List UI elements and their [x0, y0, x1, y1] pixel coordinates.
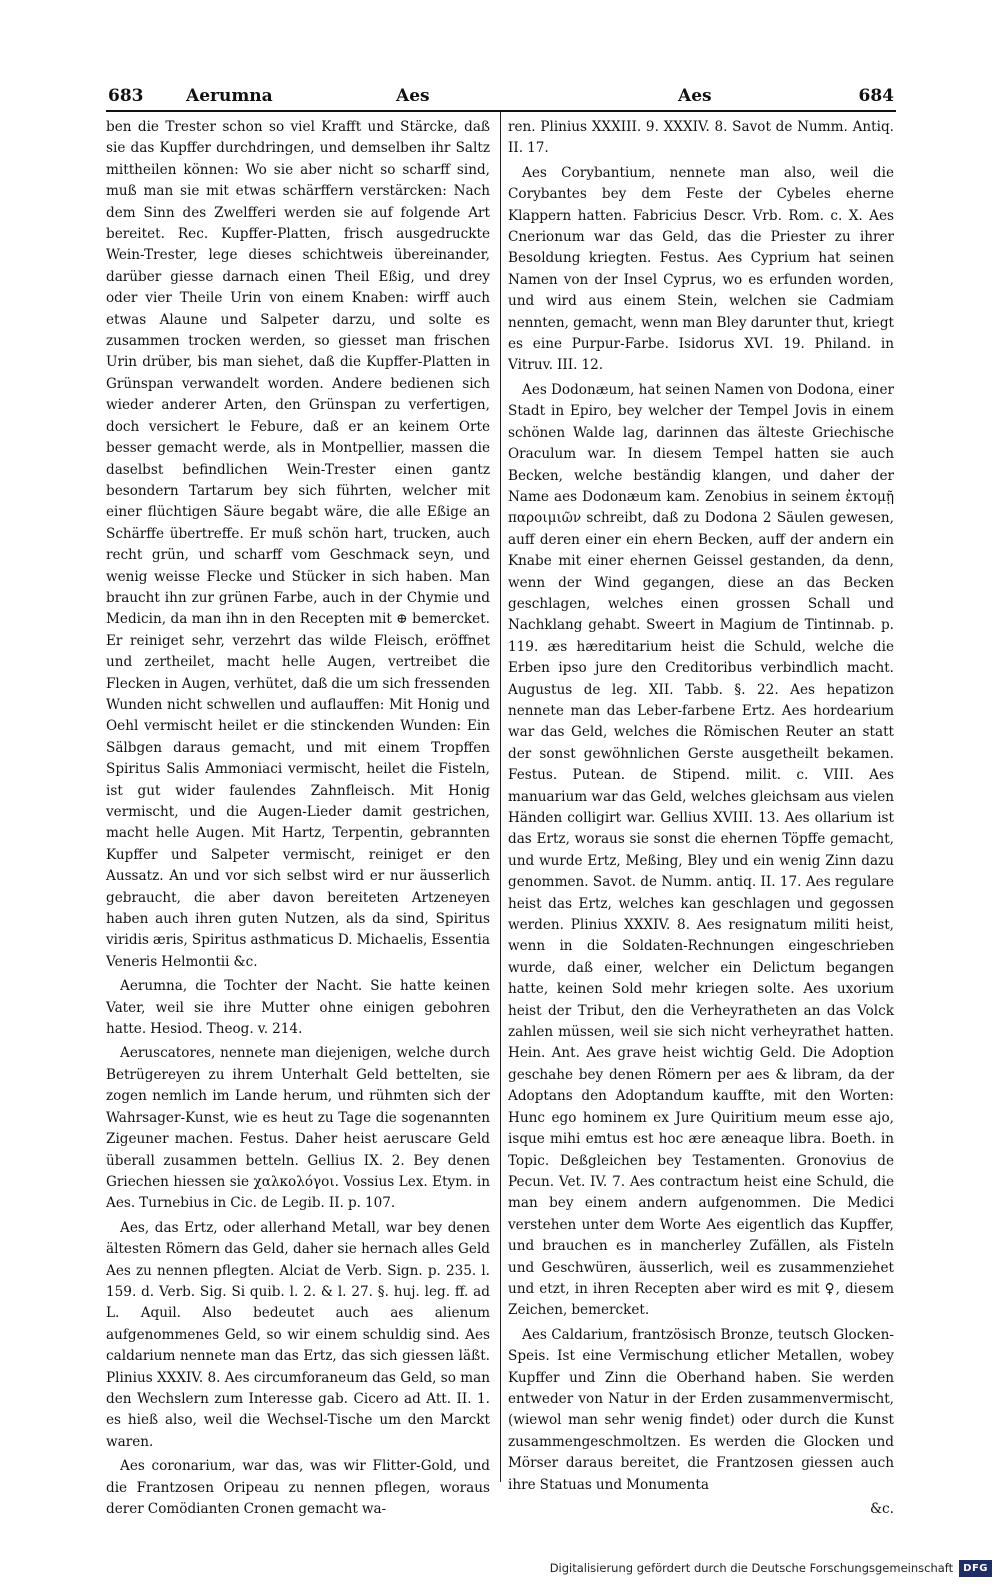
footer-text: Digitalisierung gefördert durch die Deutsche Forschungsgemeinschaft: [549, 1561, 954, 1575]
running-head-left: Aerumna: [186, 86, 273, 106]
entry-aes-corybantium: Aes Corybantium, nennete man also, weil die Corybantes bey dem Feste der Cybeles eherne Klappern hatten. Fabricius Descr. Vrb. Rom. c. X. Aes Cnerionum war das Geld, das die Priester zu ihrer Besoldung kriegten. Festus. Aes Cyprium hat seinen Namen von der Insel Cyprus, wo es erfunden worden, und wird aus einem Stein, welchen sie Cadmiam nennten, gemacht, wenn man Bley darunter thut, kriegt es eine Purpur-Farbe. Isidorus XVI. 19. Philand. in Vitruv. III. 12.: [508, 164, 894, 374]
paragraph-gruenspan-continued: ben die Trester schon so viel Krafft und Stärcke, daß sie das Kupffer durchdringen, und demselben ihr Saltz mittheilen können: Wo sie aber nicht so scharff sind, muß man sie mit etwas schärffern verstärcken: Nach dem Sinn des Zwelfferi werden sie auf folgende Art bereitet. Rec. Kupffer-Platten, frisch ausgedruckte Wein-Trester, lege dieses schichtweis übereinander, darüber giesse darnach einen Theil Eßig, und drey oder vier Theile Urin von einem Knaben: wirff auch etwas Alaune und Salpeter darzu, und solte es zusammen trocken werden, so giesset man frischen Urin drüber, bis man siehet, daß die Kupffer-Platten in Grünspan verwandelt worden. Andere bedienen sich wieder anderer Arten, den Grünspan zu verfertigen, doch versichert le Febure, daß er an keinem Orte besser gemacht werde, als in Montpellier, massen die daselbst befindlichen Wein-Trester einen gantz besondern Tartarum bey sich führten, welcher mit einer flüchtigen Säure begabt wäre, die alle Eßige an Schärffe übertreffe. Er muß schön hart, trucken, auch recht grün, und scharff vom Geschmack seyn, und wenig weisse Flecke und Stücker in sich haben. Man braucht ihn zur grünen Farbe, auch in der Chymie und Medicin, da man ihn in den Recepten mit ⊕ bemercket. Er reiniget sehr, verzehrt das wilde Fleisch, eröffnet und zertheilet, macht helle Augen, vertreibet die Flecken in Augen, verhütet, daß die um sich fressenden Wunden nicht schwellen und auflauffen: Mit Honig und Oehl vermischt heilet er die stinckenden Wunden: Ein Sälbgen daraus gemacht, und mit einem Tropffen Spiritus Salis Ammoniaci vermischt, heilet die Fisteln, ist gut wider faulendes Zahnfleisch. Mit Honig vermischt, und die Augen-Lieder damit gestrichen, macht helle Augen. Mit Hartz, Terpentin, gebrannten Kupffer und Salpeter vermischt, reiniget er den Aussatz. An und vor sich selbst wird er nur äusserlich gebraucht, die aber davon bereiteten Artzeneyen haben auch ihren guten Nutzen, als da sind, Spiritus viridis æris, Spiritus asthmaticus D. Michaelis, Essentia Veneris Helmontii &c.: [106, 119, 490, 970]
column-divider: [500, 112, 501, 1482]
running-head-center-right: Aes: [678, 86, 712, 106]
paragraph-aes-coronarium-continued: ren. Plinius XXXIII. 9. XXXIV. 8. Savot de Numm. Antiq. II. 17.: [508, 119, 894, 157]
left-column: [106, 117, 490, 1517]
page-header: [106, 84, 896, 112]
running-head-center-left: Aes: [396, 86, 430, 106]
dfg-logo: DFG: [959, 1560, 992, 1577]
entry-aes: Aes, das Ertz, oder allerhand Metall, war bey denen ältesten Römern das Geld, daher sie hernach alles Geld Aes zu nennen pflegten. Alciat de Verb. Sign. p. 235. l. 159. d. Verb. Sig. Si quib. l. 2. & l. 27. §. huj. leg. ff. ad L. Aquil. Also bedeutet auch aes alienum aufgenommenes Geld, so wir einem schuldig sind. Aes caldarium nennete man das Ertz, das sich giessen läßt. Plinius XXXIV. 8. Aes circumforaneum das Geld, so man den Wechslern zum Interesse gab. Cicero ad Att. II. 1. es hieß also, weil die Wechsel-Tische um den Marckt waren.: [106, 1219, 490, 1450]
entry-aes-caldarium: Aes Caldarium, frantzösisch Bronze, teutsch Glocken-Speis. Ist eine Vermischung etlicher Metallen, wobey Kupffer und Zinn die Oberhand haben. Sie werden entweder von Natur in der Erden zusammenvermischt, (wiewol man sehr wenig findet) oder durch die Kunst zusammengeschmoltzen. Es werden die Glocken und Mörser daraus bereitet, die Frantzosen giessen auch ihre Statuas und Monumenta: [508, 1326, 894, 1493]
digitization-footer: [550, 1557, 992, 1579]
right-column: [508, 117, 894, 1517]
page-number-left: 683: [108, 86, 144, 106]
entry-aerumna: Aerumna, die Tochter der Nacht. Sie hatte keinen Vater, weil sie ihre Mutter ohne einigen gebohren hatte. Hesiod. Theog. v. 214.: [106, 978, 490, 1038]
entry-aes-coronarium: Aes coronarium, war das, was wir Flitter-Gold, und die Frantzosen Oripeau zu nennen pflegen, woraus derer Comödianten Cronen gemacht wa-: [106, 1458, 490, 1517]
entry-aes-dodonaeum: Aes Dodonæum, hat seinen Namen von Dodona, einer Stadt in Epiro, bey welcher der Tempel Jovis in einem schönen Walde lag, darinnen das älteste Griechische Oraculum war. In diesem Tempel hatten sie auch Becken, welche beständig klangen, und daher der Name aes Dodonæum kam. Zenobius in seinem ἐκτομῇ παροιμιῶν schreibt, daß zu Dodona 2 Säulen gewesen, auff deren einer ein ehern Becken, auff der andern ein Knabe mit einer ehernen Geissel gestanden, da denn, wenn der Wind gegangen, diese an das Becken geschlagen, welches einen grossen Schall und Nachklang gehabt. Sweert in Magium de Tintinnab. p. 119. æs hæreditarium heist die Schuld, welche die Erben ipso jure den Creditoribus verbindlich macht. Augustus de leg. XII. Tabb. §. 22. Aes hepatizon nennete man das Leber-farbene Ertz. Aes hordearium war das Geld, welches die Römischen Reuter an statt der sonst gewöhnlichen Gerste ausgetheilt bekamen. Festus. Putean. de Stipend. milit. c. VIII. Aes manuarium war das Geld, welches gleichsam aus vielen Händen colligirt war. Gellius XVIII. 13. Aes ollarium ist das Ertz, woraus sie sonst die ehernen Töpffe gemacht, und wurde Ertz, Meßing, Bley und ein wenig Zinn dazu genommen. Savot. de Numm. antiq. II. 17. Aes regulare heist das Ertz, welches kan geschlagen und gegossen werden. Plinius XXXIV. 8. Aes resignatum militi heist, wenn in die Soldaten-Rechnungen eingeschrieben wurde, daß einer, welcher ein Delictum begangen hatte, keinen Sold mehr kriegen solte. Aes uxorium heist der Tribut, den die Verheyratheten an das Volck zahlen müssen, weil sie sich nicht verheyrathet hatten. Hein. Ant. Aes grave heist wichtig Geld. Die Adoption geschahe bey denen Römern per aes & libram, da der Adoptans den Adoptandum kauffte, mit den Worten: Hunc ego hominem ex Jure Quiritium meum esse ajo, isque mihi emtus est hoc ære æneaque libra. Boeth. in Topic. Deßgleichen bey Testamenten. Gronovius de Pecun. Vet. IV. 7. Aes contractum heist eine Schuld, die man bey einem andern aufgenommen. Die Medici verstehen unter dem Worte Aes eigentlich das Kupffer, und brauchen es in mancherley Zufällen, als Fisteln und Geschwüren, äusserlich, weil es zusammenziehet und etzt, in ihren Recepten aber wird es mit ♀, diesem Zeichen, bemercket.: [508, 381, 894, 1319]
paragraph-etcetera: &c.: [869, 1501, 894, 1517]
page-number-right: 684: [858, 86, 894, 106]
entry-aeruscatores: Aeruscatores, nennete man diejenigen, welche durch Betrügereyen zu ihrem Unterhalt Geld bettelten, sie zogen nemlich im Lande herum, und rühmten sich der Wahrsager-Kunst, wie es heut zu Tage die sogenannten Zigeuner machen. Festus. Daher heist aeruscare Geld überall zusammen betteln. Gellius IX. 2. Bey denen Griechen hiessen sie χαλκολόγοι. Vossius Lex. Etym. in Aes. Turnebius in Cic. de Legib. II. p. 107.: [106, 1045, 490, 1212]
